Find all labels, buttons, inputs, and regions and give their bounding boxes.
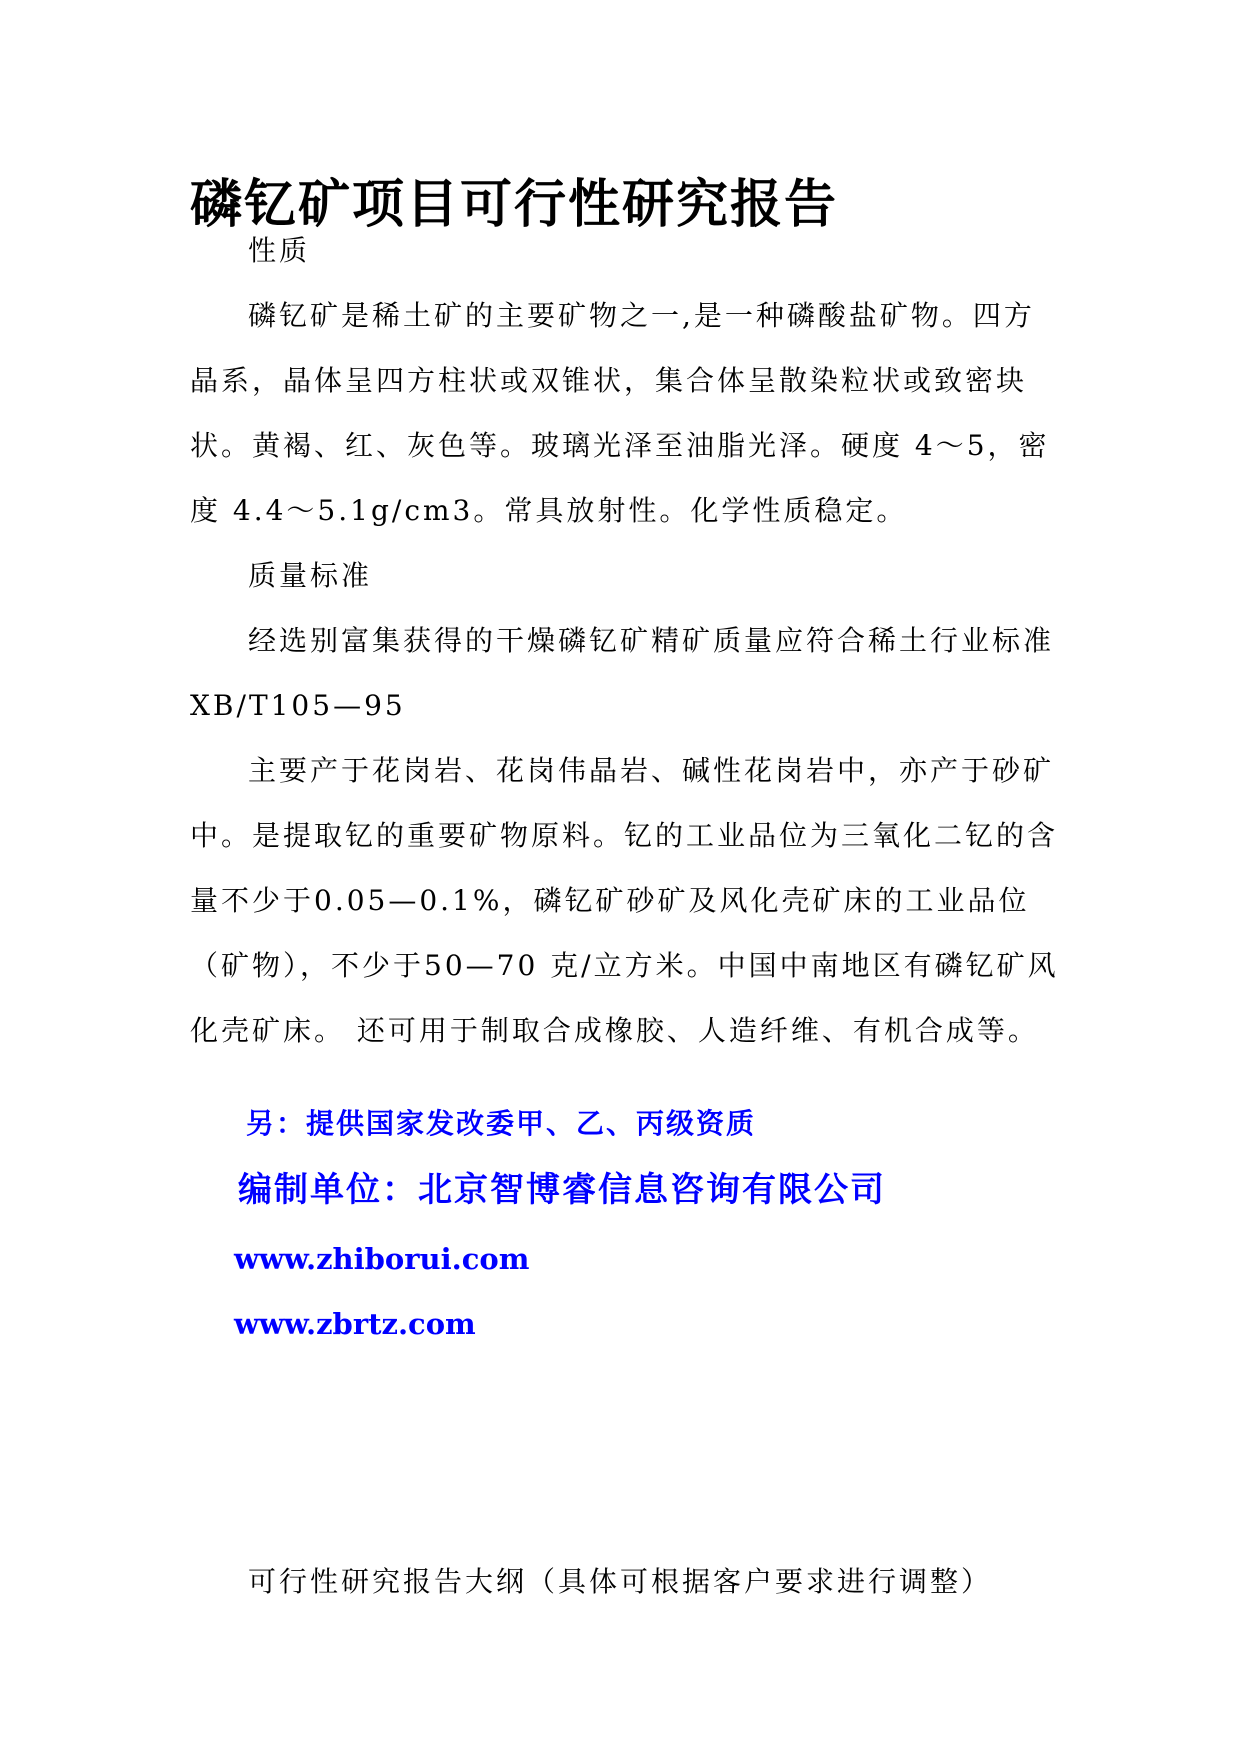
website-link-zhiborui[interactable]: www.zhiborui.com xyxy=(234,1242,530,1276)
document-title: 磷钇矿项目可行性研究报告 xyxy=(190,175,839,235)
outline-heading: 可行性研究报告大纲（具体可根据客户要求进行调整） xyxy=(248,1565,993,1598)
website-link-zbrtz[interactable]: www.zbrtz.com xyxy=(234,1307,476,1341)
section-heading-quality: 质量标准 xyxy=(248,559,373,592)
section-heading-properties: 性质 xyxy=(248,234,311,267)
paragraph-quality: 经选别富集获得的干燥磷钇矿精矿质量应符合稀土行业标准XB/T105—95 xyxy=(190,624,1055,722)
paragraph-properties: 磷钇矿是稀土矿的主要矿物之一,是一种磷酸盐矿物。四方晶系，晶体呈四方柱状或双锥状，集合体呈散染粒状或致密块状。黄褐、红、灰色等。玻璃光泽至油脂光泽。硬度 4～5，密度 4.4～5.1g/cm3。常具放射性。化学性质稳定。 xyxy=(190,299,1050,527)
paragraph-uses: 主要产于花岗岩、花岗伟晶岩、碱性花岗岩中，亦产于砂矿中。是提取钇的重要矿物原料。钇的工业品位为三氧化二钇的含量不少于0.05—0.1%，磷钇矿砂矿及风化壳矿床的工业品位（矿物），不少于50—70 克/立方米。中国中南地区有磷钇矿风化壳矿床。 还可用于制取合成橡胶、人造纤维、有机合成等。 xyxy=(190,754,1059,1047)
qualification-notice: 另：提供国家发改委甲、乙、丙级资质 xyxy=(246,1107,757,1140)
company-name: 编制单位：北京智博睿信息咨询有限公司 xyxy=(238,1170,886,1210)
